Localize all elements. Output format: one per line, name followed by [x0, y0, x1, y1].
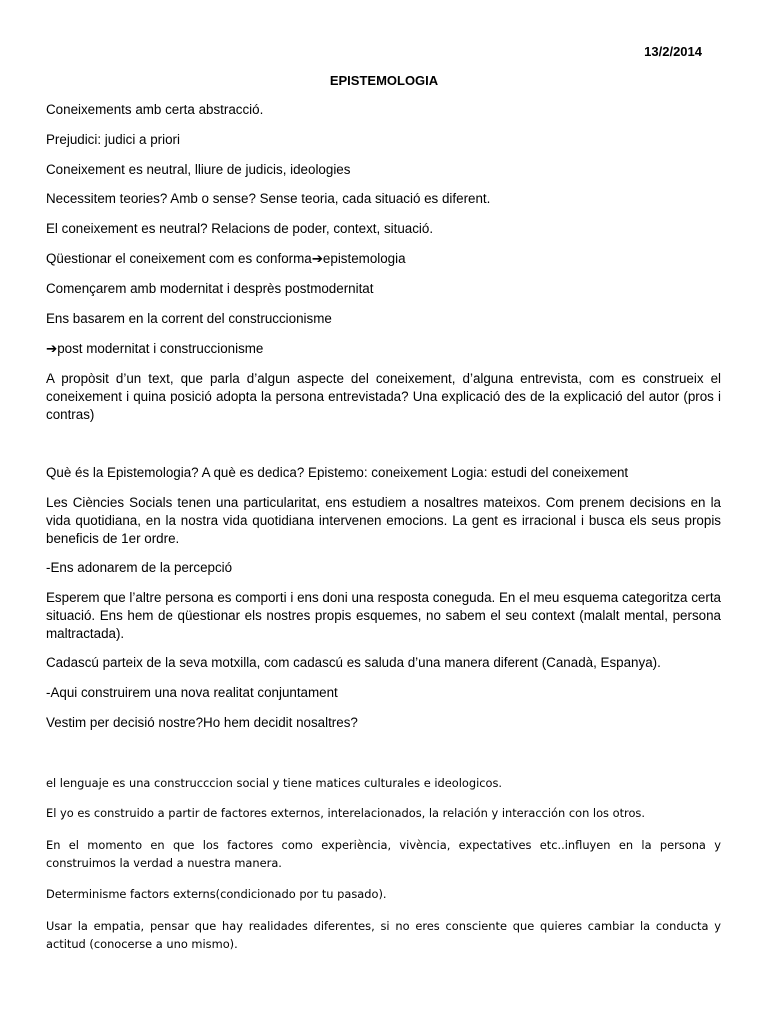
paragraph: En el momento en que los factores como experiència, vivència, expectatives etc..influyen en la persona y construimos la verdad a nuestra manera. — [46, 838, 721, 870]
document-title: EPISTEMOLOGIA — [329, 73, 439, 88]
paragraph: Les Ciències Socials tenen una particularitat, ens estudiem a nosaltres mateixos. Com prenem decisions en la vida quotidiana, en la nostra vida quotidiana intervenen emocions. La gent es irracional i busca els seus propis beneficis de 1er ordre. — [46, 495, 721, 546]
paragraph: Determinisme factors externs(condicionado por tu pasado). — [46, 887, 387, 901]
paragraph: el lenguaje es una construcccion social y tiene matices culturales e ideologicos. — [46, 776, 503, 790]
paragraph: Usar la empatia, pensar que hay realidades diferentes, si no eres consciente que quieres cambiar la conducta y actitud (conocerse a uno mismo). — [46, 919, 721, 951]
paragraph: Coneixements amb certa abstracció. — [46, 102, 264, 117]
paragraph: Esperem que l’altre persona es comporti i ens doni una resposta coneguda. En el meu esquema categoritza certa situació. Ens hem de qüestionar els nostres propis esquemes, no sabem el seu context (malalt mental, persona maltractada). — [46, 590, 721, 641]
paragraph: Prejudici: judici a priori — [46, 132, 180, 147]
paragraph: A propòsit d’un text, que parla d’algun aspecte del coneixement, d’alguna entrevista, com es construeix el coneixement i quina posició adopta la persona entrevistada? Una explicació des de la explicació del autor (pros i contras) — [46, 371, 721, 422]
paragraph: El coneixement es neutral? Relacions de poder, context, situació. — [46, 221, 434, 236]
paragraph: Coneixement es neutral, lliure de judicis, ideologies — [46, 162, 351, 177]
paragraph: El yo es construido a partir de factores externos, interelacionados, la relación y interacción con los otros. — [46, 806, 645, 820]
paragraph: Ens basarem en la corrent del construccionisme — [46, 311, 332, 326]
paragraph: ➔post modernitat i construccionisme — [46, 341, 264, 356]
paragraph: Començarem amb modernitat i desprès postmodernitat — [46, 281, 374, 296]
document-date: 13/2/2014 — [644, 44, 702, 59]
paragraph: -Aqui construirem una nova realitat conjuntament — [46, 685, 338, 700]
paragraph: Vestim per decisió nostre?Ho hem decidit nosaltres? — [46, 715, 358, 730]
paragraph: Cadascú parteix de la seva motxilla, com cadascú es saluda d’una manera diferent (Canadà, Espanya). — [46, 655, 661, 670]
paragraph: -Ens adonarem de la percepció — [46, 560, 233, 575]
paragraph: Qüestionar el coneixement com es conforma➔epistemologia — [46, 251, 406, 266]
paragraph: Necessitem teories? Amb o sense? Sense teoria, cada situació es diferent. — [46, 191, 491, 206]
paragraph: Què és la Epistemologia? A què es dedica? Epistemo: coneixement Logia: estudi del coneixement — [46, 465, 629, 480]
